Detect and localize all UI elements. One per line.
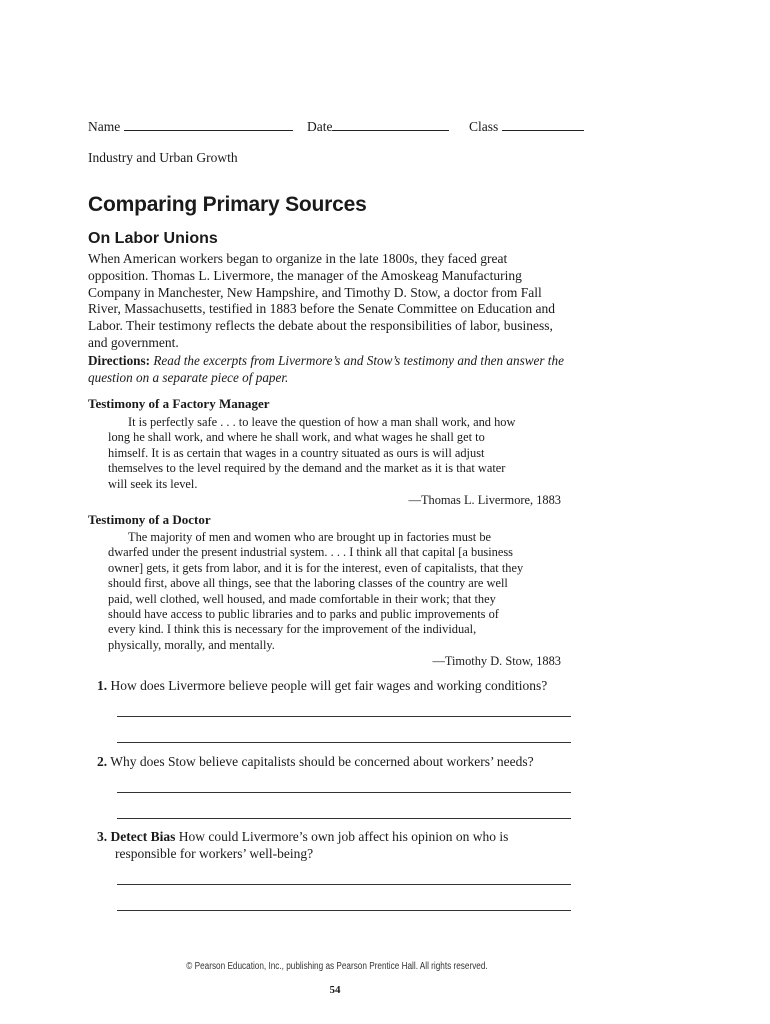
source1-heading: Testimony of a Factory Manager <box>88 396 270 411</box>
class-field[interactable] <box>469 118 584 135</box>
answer-line[interactable] <box>117 818 571 819</box>
date-label: Date <box>307 119 333 134</box>
question-number: 1. <box>97 678 108 693</box>
date-blank[interactable] <box>332 118 449 131</box>
quote-line: dwarfed under the present industrial system. . . . I think all that capital [a business <box>108 545 514 560</box>
quote-line: every kind. I think this is necessary for the improvement of the individual, <box>108 622 477 637</box>
question-text: Why does Stow believe capitalists should be concerned about workers’ needs? <box>110 754 534 769</box>
intro-line: When American workers began to organize in the late 1800s, they faced great <box>88 251 508 266</box>
source2-quote <box>108 530 523 653</box>
source2-attribution: —Timothy D. Stow, 1883 <box>432 654 561 668</box>
question-number: 2. <box>97 754 108 769</box>
question-text: How could Livermore’s own job affect his opinion on who is <box>178 829 509 844</box>
page-subtitle: On Labor Unions <box>88 230 218 247</box>
answer-line[interactable] <box>117 910 571 911</box>
page-title: Comparing Primary Sources <box>88 193 367 216</box>
question-3 <box>97 829 508 863</box>
quote-line: It is perfectly safe . . . to leave the question of how a man shall work, and how <box>128 415 516 429</box>
intro-line: Labor. Their testimony reflects the debate about the responsibilities of labor, business, <box>88 318 553 334</box>
copyright-notice: © Pearson Education, Inc., publishing as Pearson Prentice Hall. All rights reserved. <box>186 961 488 972</box>
quote-line: owner] gets, it gets from labor, and it is for the interest, even of capitalists, that they <box>108 560 524 575</box>
name-label: Name <box>88 119 121 134</box>
answer-line[interactable] <box>117 884 571 885</box>
source1-quote <box>108 415 515 492</box>
question-1 <box>97 678 547 695</box>
answer-line[interactable] <box>117 716 571 717</box>
source1-attribution: —Thomas L. Livermore, 1883 <box>408 493 561 507</box>
quote-line: will seek its level. <box>108 476 198 491</box>
quote-line: themselves to the level required by the demand and the market as it is that water <box>108 461 506 476</box>
quote-line: himself. It is as certain that wages in a country situated as ours is will adjust <box>108 445 485 460</box>
quote-line: paid, well clothed, well housed, and made comfortable in their work; that they <box>108 591 496 606</box>
question-text-cont: responsible for workers’ well-being? <box>115 845 314 861</box>
intro-paragraph <box>88 251 588 352</box>
quote-line: should have access to public libraries and to parks and public improvements of <box>108 607 499 622</box>
answer-line[interactable] <box>117 742 571 743</box>
question-number: 3. <box>97 829 108 844</box>
question-lead: Detect Bias <box>110 829 176 844</box>
unit-title: Industry and Urban Growth <box>88 150 238 165</box>
name-field[interactable] <box>88 118 293 135</box>
intro-line: River, Massachusetts, testified in 1883 before the Senate Committee on Education and <box>88 301 555 317</box>
date-field[interactable] <box>307 118 449 135</box>
question-2 <box>97 754 534 771</box>
page-number: 54 <box>329 984 341 996</box>
quote-line: long he shall work, and where he shall work, and what wages he shall get to <box>108 430 485 445</box>
quote-line: physically, morally, and mentally. <box>108 637 275 652</box>
intro-line: and government. <box>88 334 179 350</box>
directions-text: Read the excerpts from Livermore’s and Stow’s testimony and then answer the <box>153 353 564 368</box>
directions-label: Directions: <box>88 353 151 368</box>
intro-line: opposition. Thomas L. Livermore, the manager of the Amoskeag Manufacturing <box>88 267 522 283</box>
class-label: Class <box>469 119 499 134</box>
class-blank[interactable] <box>502 118 584 131</box>
directions-text-cont: question on a separate piece of paper. <box>88 369 289 385</box>
question-text: How does Livermore believe people will get fair wages and working conditions? <box>110 678 548 693</box>
intro-line: Company in Manchester, New Hampshire, and Timothy D. Stow, a doctor from Fall <box>88 284 542 300</box>
quote-line: should first, above all things, see that the laboring classes of the country are well <box>108 576 508 591</box>
name-blank[interactable] <box>124 118 293 131</box>
directions <box>88 353 564 386</box>
quote-line: The majority of men and women who are brought up in factories must be <box>128 530 492 544</box>
answer-line[interactable] <box>117 792 571 793</box>
source2-heading: Testimony of a Doctor <box>88 512 211 527</box>
